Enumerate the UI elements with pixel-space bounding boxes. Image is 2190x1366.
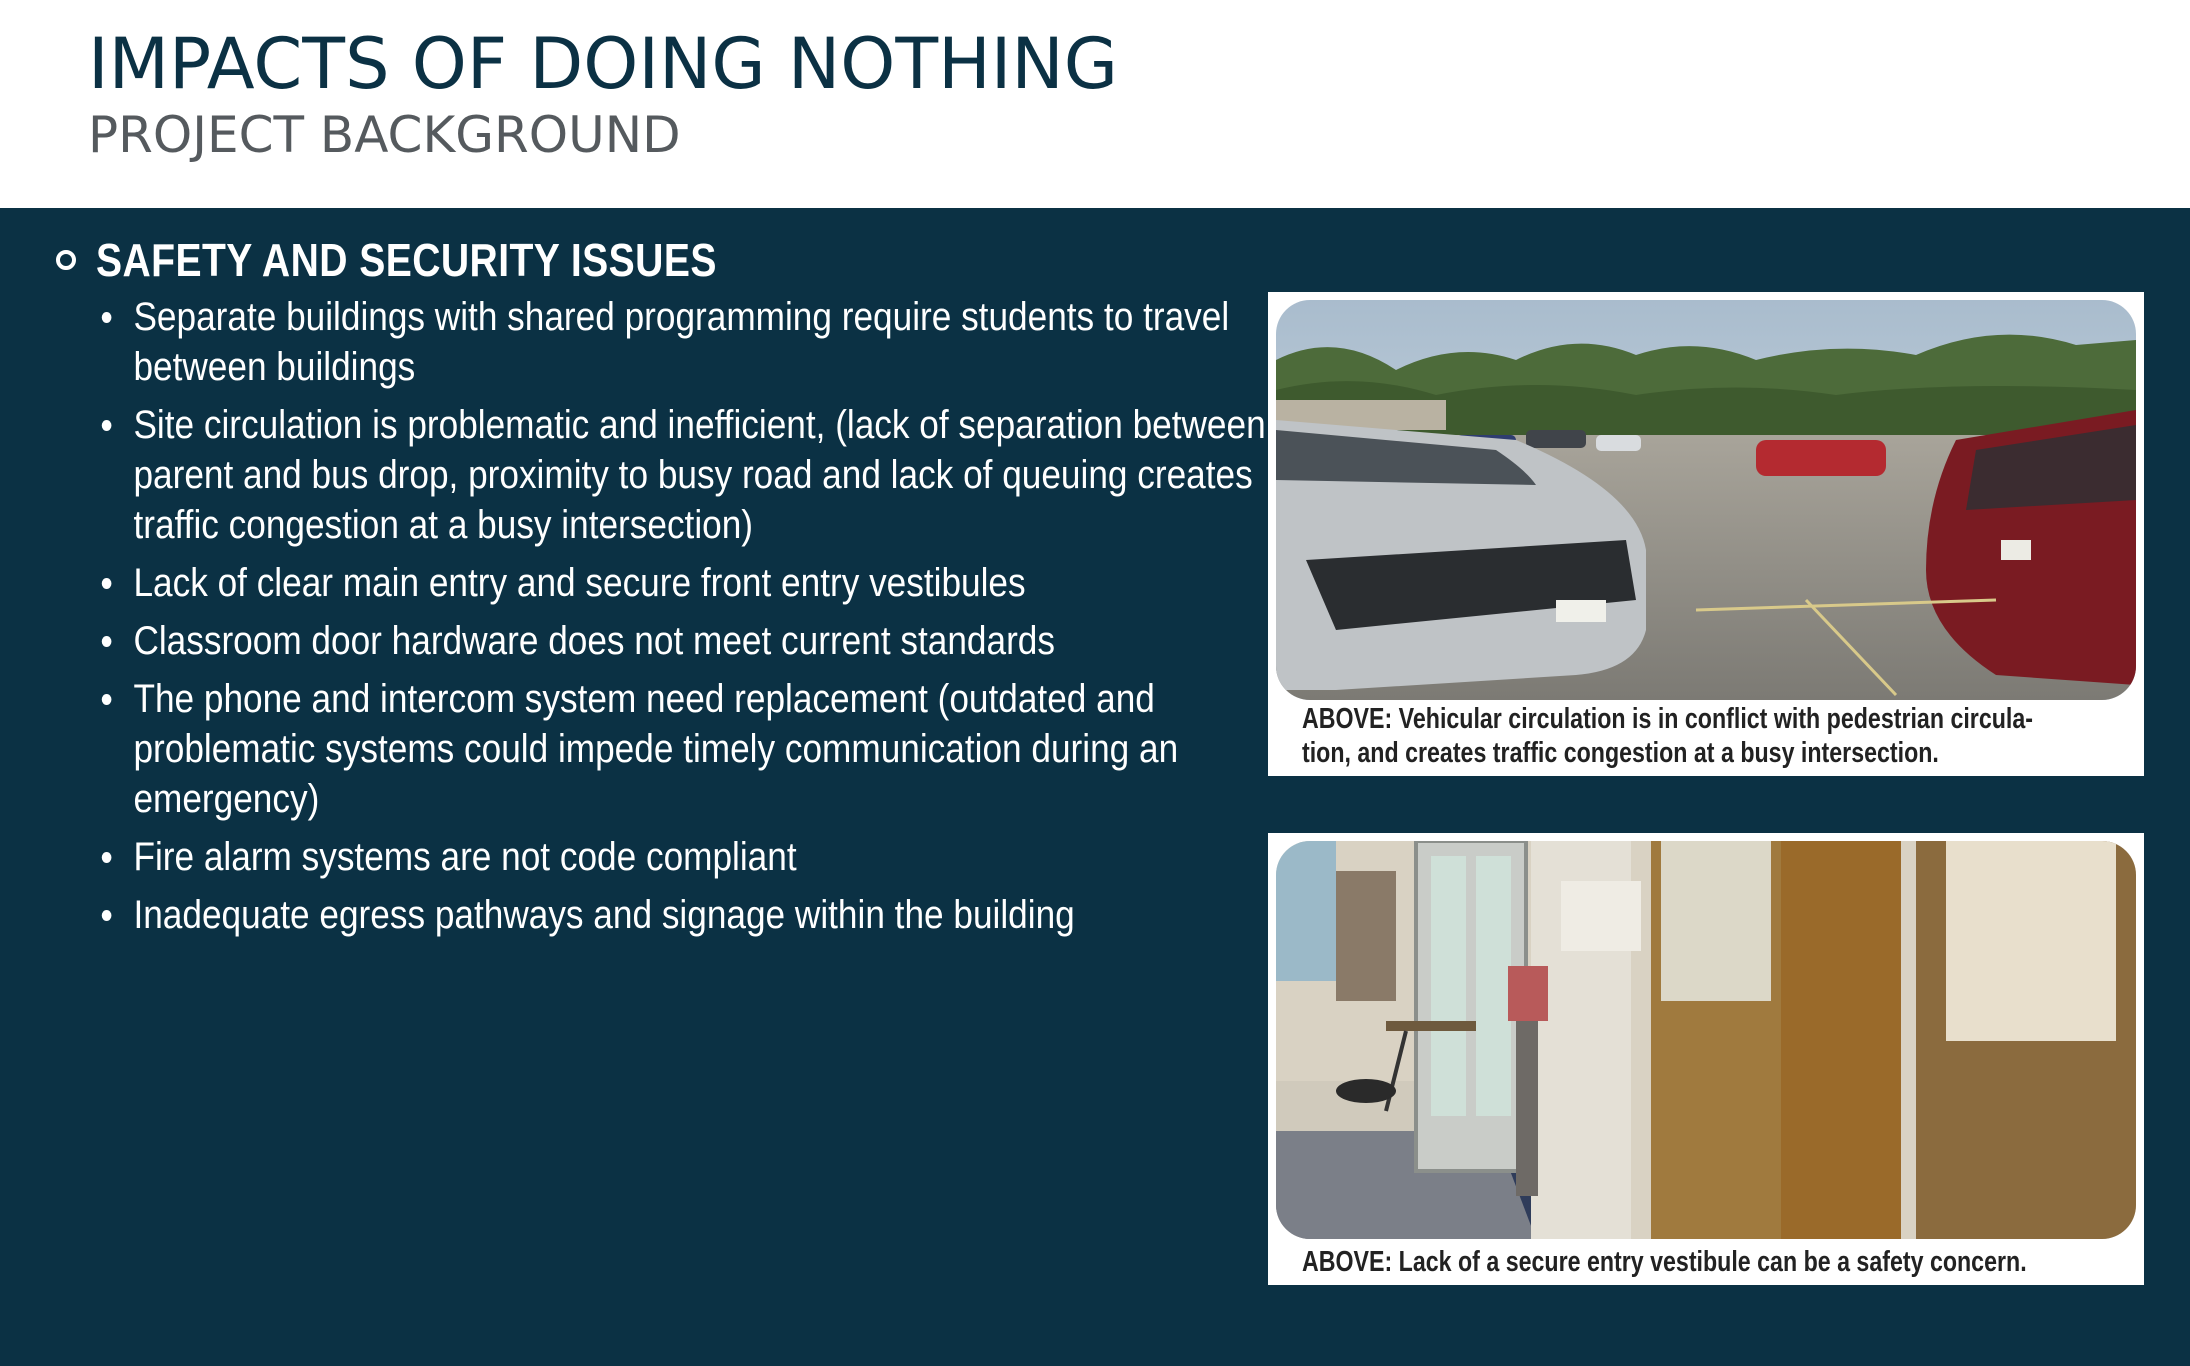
bullet-dot-icon — [102, 852, 112, 863]
bullet-dot-icon — [102, 578, 112, 589]
page-title: IMPACTS OF DOING NOTHING — [88, 23, 1118, 105]
list-item: Lack of clear main entry and secure front entry vestibules — [56, 558, 1295, 608]
section-heading: SAFETY AND SECURITY ISSUES — [96, 234, 717, 286]
list-item: Separate buildings with shared programming require students to travel between buildings — [56, 292, 1295, 392]
header — [0, 0, 2190, 208]
bullet-dot-icon — [102, 312, 112, 323]
entry-vestibule-photo — [1276, 841, 2136, 1239]
bullet-dot-icon — [102, 910, 112, 921]
list-item: Inadequate egress pathways and signage within the building — [56, 890, 1295, 940]
entry-vestibule-illustration — [1276, 841, 2136, 1239]
list-item: The phone and intercom system need replacement (outdated and problematic systems could impede timely communication during an emergency) — [56, 674, 1295, 824]
parking-photo-card — [1268, 292, 2144, 776]
list-item: Site circulation is problematic and inefficient, (lack of separation between parent and bus drop, proximity to busy road and lack of queuing creates traffic congestion at a busy intersection) — [56, 400, 1295, 550]
bullet-dot-icon — [102, 636, 112, 647]
issue-list — [56, 292, 1266, 940]
section-heading-row — [56, 228, 1256, 292]
page-subtitle: PROJECT BACKGROUND — [88, 106, 681, 164]
parking-lot-photo — [1276, 300, 2136, 700]
content-column — [56, 228, 1266, 948]
bullet-dot-icon — [102, 420, 112, 431]
parking-lot-illustration — [1276, 300, 2136, 700]
vestibule-photo-card — [1268, 833, 2144, 1285]
bullet-dot-icon — [102, 694, 112, 705]
list-item: Fire alarm systems are not code compliant — [56, 832, 1295, 882]
list-item: Classroom door hardware does not meet current standards — [56, 616, 1295, 666]
parking-caption: ABOVE: Vehicular circulation is in conflict with pedestrian circula- tion, and creates traffic congestion at a busy intersection. — [1302, 703, 2033, 769]
vestibule-caption: ABOVE: Lack of a secure entry vestibule can be a safety concern. — [1302, 1246, 2027, 1278]
hollow-circle-bullet-icon — [56, 250, 76, 270]
